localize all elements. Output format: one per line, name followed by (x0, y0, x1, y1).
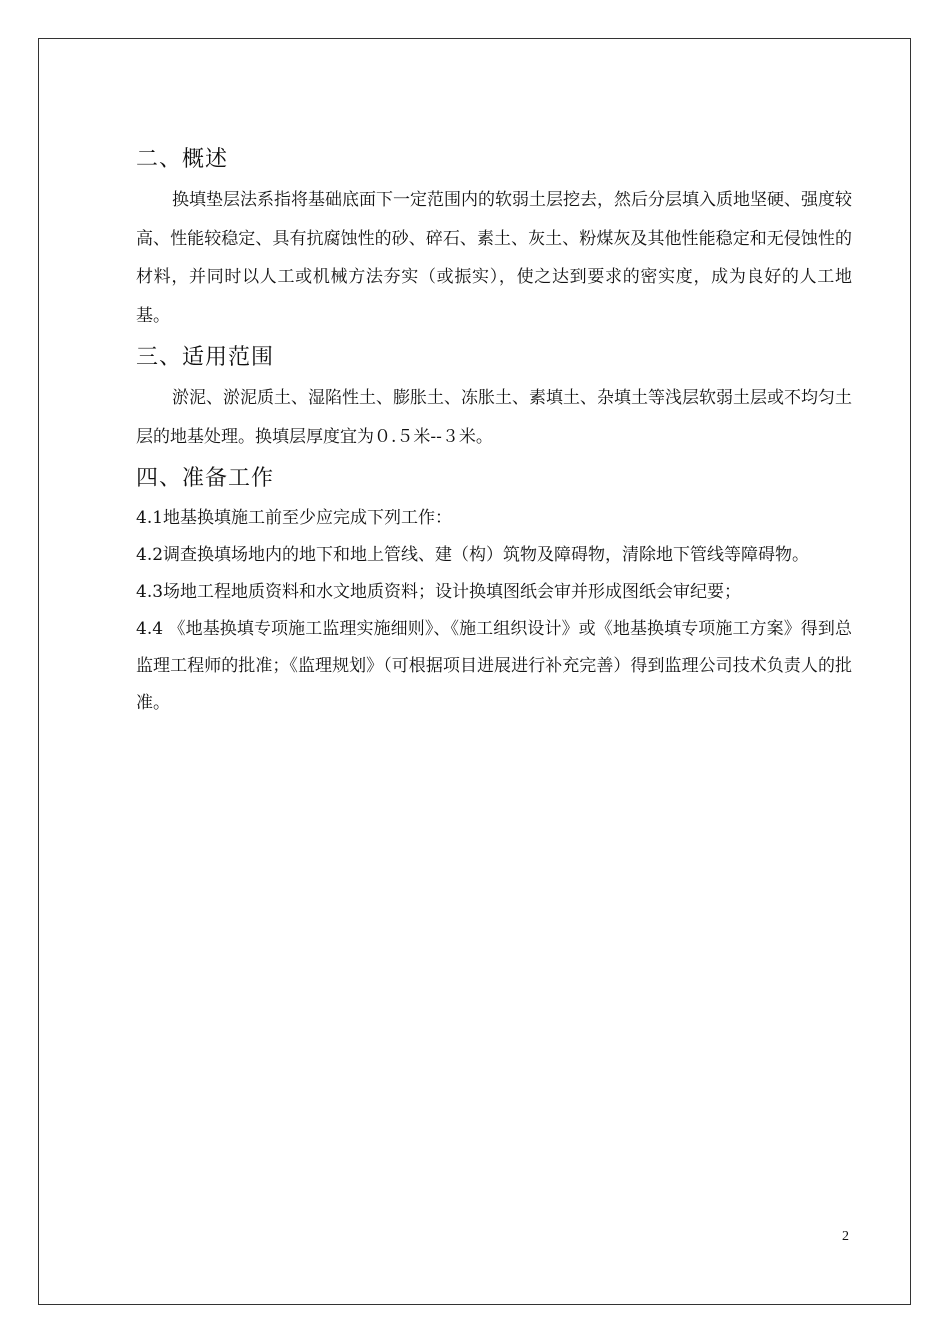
section-heading-preparation: 四、准备工作 (136, 466, 275, 491)
page-number: 2 (842, 1229, 849, 1244)
overview-paragraph: 换填垫层法系指将基础底面下一定范围内的软弱土层挖去，然后分层填入质地坚硬、强度较高、性能较稳定、具有抗腐蚀性的砂、碎石、素土、灰土、粉煤灰及其他性能稳定和无侵蚀性的材料，并同时以人工或机械方法夯实（或振实），使之达到要求的密实度，成为良好的人工地基。 (136, 190, 852, 326)
section-heading-scope: 三、适用范围 (136, 345, 275, 370)
document-body (136, 143, 852, 722)
preparation-item-4-2: 4.2调查换填场地内的地下和地上管线、建（构）筑物及障碍物，清除地下管线等障碍物。 (136, 545, 810, 565)
scope-paragraph: 淤泥、淤泥质土、湿陷性土、膨胀土、冻胀土、素填土、杂填土等浅层软弱土层或不均匀土层的地基处理。换填层厚度宜为０.５米--３米。 (136, 388, 852, 447)
section-heading-overview: 二、概述 (136, 147, 229, 172)
preparation-item-4-1: 4.1地基换填施工前至少应完成下列工作： (136, 508, 453, 528)
preparation-item-4-4: 4.4 《地基换填专项施工监理实施细则》、《施工组织设计》或《地基换填专项施工方案》得到总监理工程师的批准；《监理规划》（可根据项目进展进行补充完善）得到监理公司技术负责人的批准。 (136, 619, 852, 713)
preparation-item-4-3: 4.3场地工程地质资料和水文地质资料；设计换填图纸会审并形成图纸会审纪要； (136, 582, 742, 602)
